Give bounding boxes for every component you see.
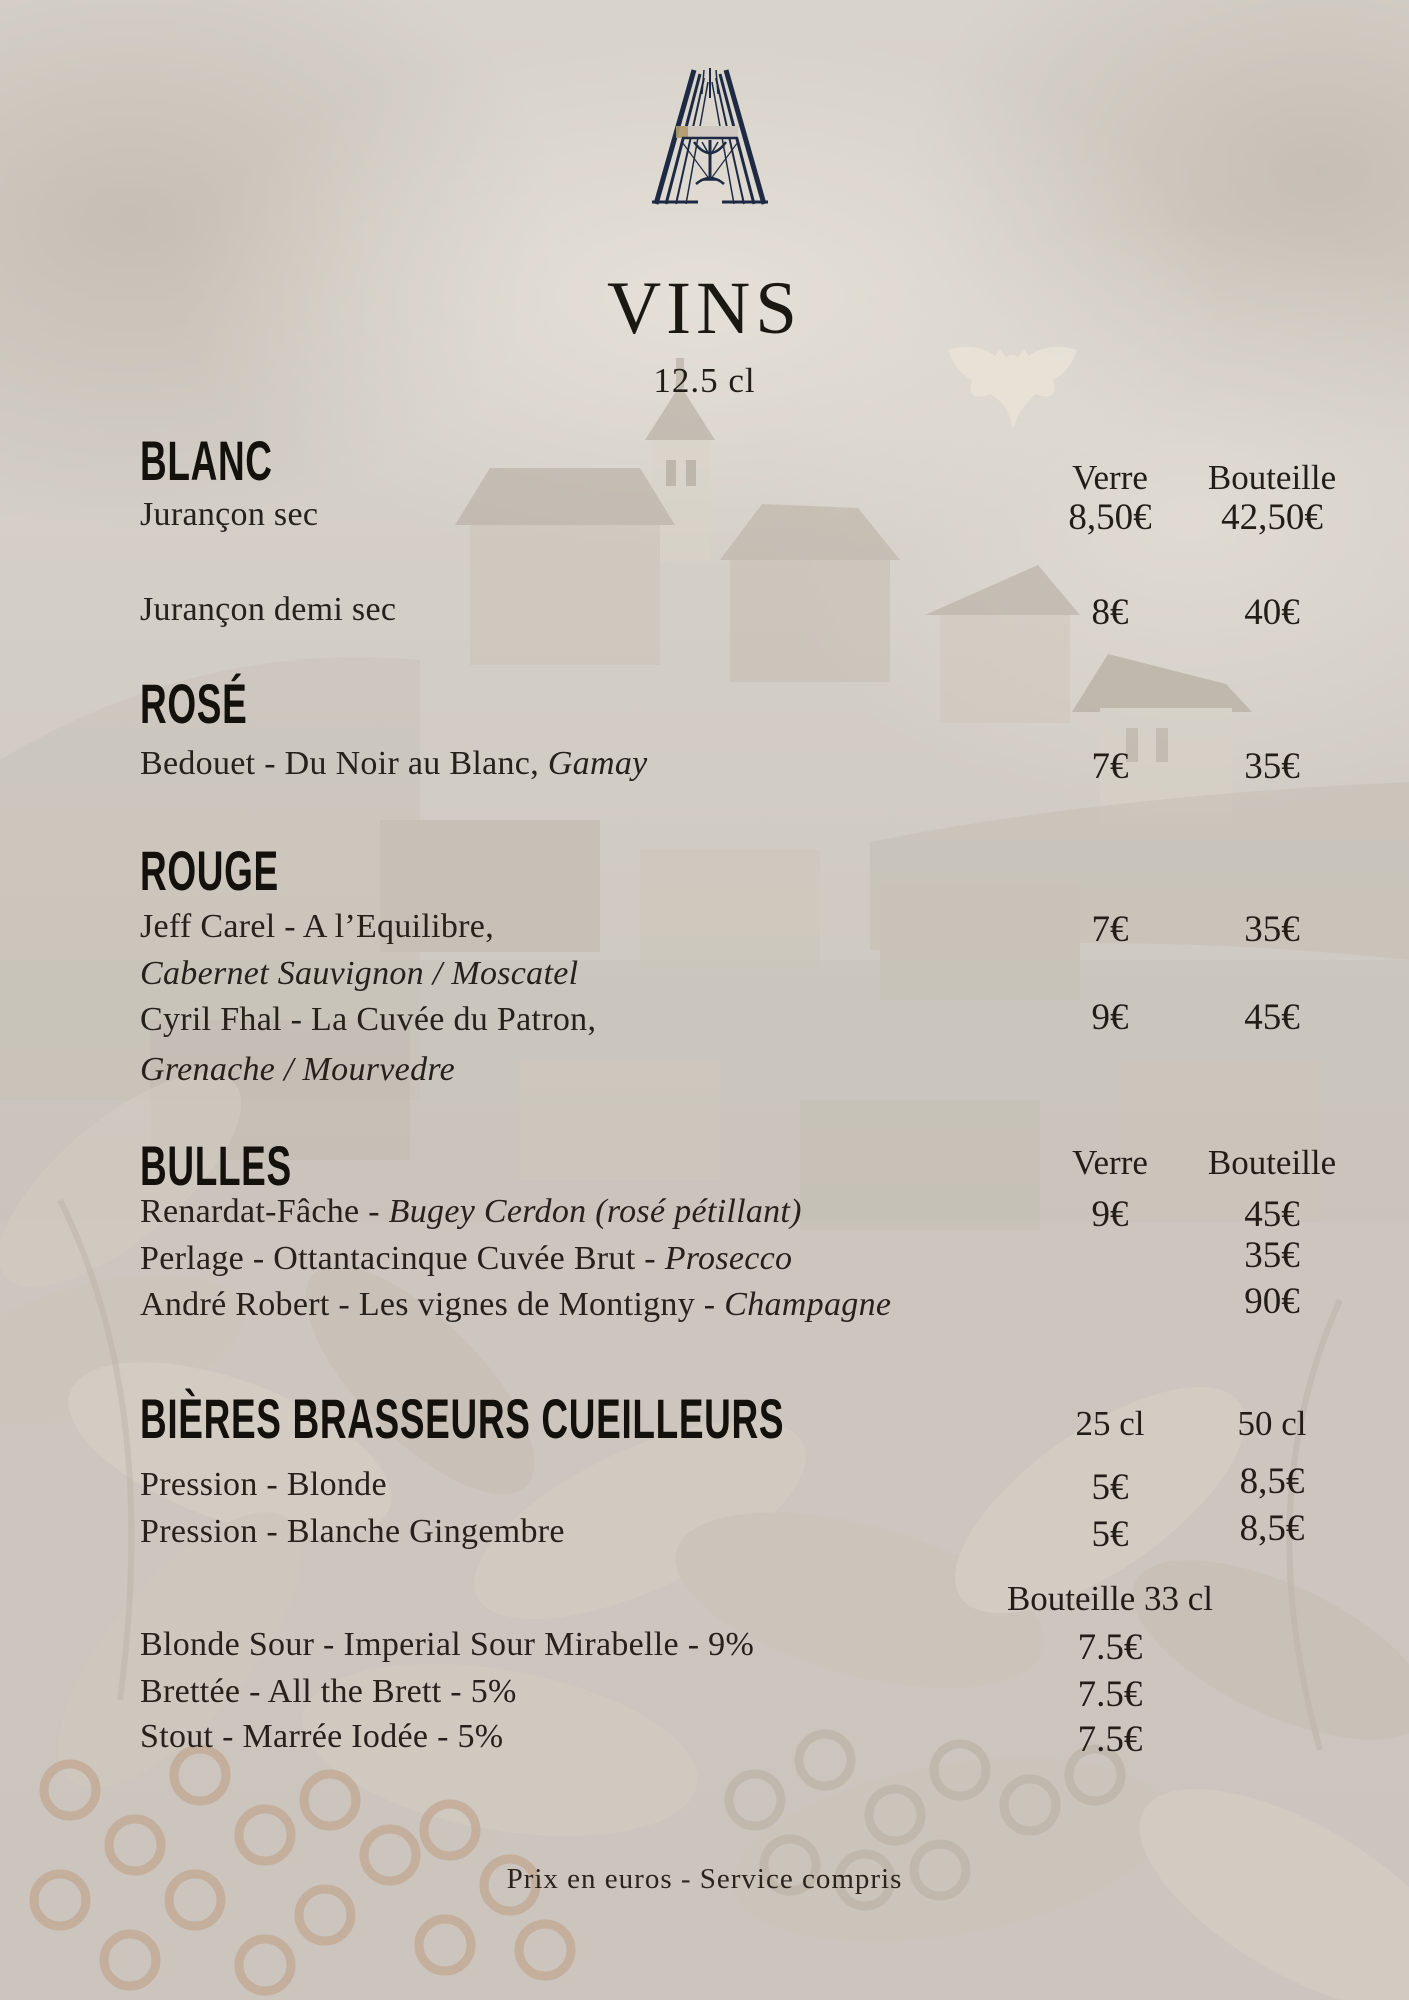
price-bouteille: 42,50€ (1221, 497, 1323, 538)
price-bottle: 7.5€ (1077, 1627, 1143, 1668)
price-bouteille: 45€ (1244, 1194, 1300, 1235)
price-bouteille: 35€ (1244, 746, 1300, 787)
item-name: Cyril Fhal - La Cuvée du Patron, (140, 1001, 597, 1038)
menu-item-row (0, 908, 1409, 954)
item-name: Blonde Sour - Imperial Sour Mirabelle - 9% (140, 1626, 755, 1663)
menu-item-row (0, 1281, 1409, 1332)
item-name: Stout - Marrée Iodée - 5% (140, 1718, 504, 1755)
price-verre: 9€ (1091, 1194, 1129, 1235)
grape-variety: Gamay (547, 745, 648, 782)
menu-item-row (0, 1626, 1409, 1672)
menu-item-row (0, 1718, 1409, 1764)
menu-item-subrow (0, 955, 1409, 1001)
item-name: Pression - Blonde (140, 1466, 387, 1503)
item-name: Pression - Blanche Gingembre (140, 1513, 565, 1550)
price-bouteille: 90€ (1244, 1281, 1300, 1322)
item-name: Jurançon sec (140, 496, 319, 533)
column-header-verre: Verre (1072, 1143, 1148, 1182)
item-name: Brettée - All the Brett - 5% (140, 1673, 517, 1710)
menu-item-row (0, 997, 1409, 1047)
column-header-row (0, 1579, 1409, 1625)
wine-style: Bugey Cerdon (rosé pétillant) (388, 1193, 802, 1230)
column-header-row (0, 1404, 1409, 1450)
price-bouteille: 35€ (1244, 1235, 1300, 1276)
column-header-50cl: 50 cl (1237, 1404, 1307, 1443)
section-heading-bulles: BULLES (140, 1134, 292, 1197)
price-25cl: 5€ (1091, 1514, 1129, 1555)
column-header-bouteille: Bouteille (1207, 1143, 1337, 1182)
menu-item-row (0, 1461, 1409, 1512)
item-name: Renardat-Fâche - Bugey Cerdon (rosé pétillant) (140, 1193, 802, 1230)
item-name: André Robert - Les vignes de Montigny - Champagne (140, 1286, 892, 1323)
section-heading-bieres: BIÈRES BRASSEURS CUEILLEURS (140, 1387, 785, 1450)
price-verre: 8€ (1091, 592, 1129, 633)
price-bottle: 7.5€ (1077, 1674, 1143, 1715)
price-50cl: 8,5€ (1239, 1461, 1305, 1502)
wine-style: Prosecco (664, 1240, 793, 1277)
menu-item-row (0, 1673, 1409, 1719)
price-bouteille: 35€ (1244, 909, 1300, 950)
item-name: Jeff Carel - A l’Equilibre, (140, 908, 494, 945)
item-name: Jurançon demi sec (140, 591, 397, 628)
menu-item-row (0, 745, 1409, 791)
price-bouteille: 45€ (1244, 997, 1300, 1038)
item-name: Bedouet - Du Noir au Blanc, Gamay (140, 745, 648, 782)
price-verre: 8,50€ (1068, 497, 1152, 538)
page-subtitle: 12.5 cl (653, 361, 756, 400)
column-header-bottle-33cl: Bouteille 33 cl (1006, 1579, 1214, 1618)
menu-item-row (0, 1193, 1409, 1239)
price-bouteille: 40€ (1244, 592, 1300, 633)
menu-item-row (0, 496, 1409, 542)
price-25cl: 5€ (1091, 1467, 1129, 1508)
price-50cl: 8,5€ (1239, 1508, 1305, 1549)
column-header-row (0, 1143, 1409, 1189)
menu-item-subrow (0, 1051, 1409, 1097)
logo-monogram-icon (652, 68, 768, 206)
price-verre: 7€ (1091, 909, 1129, 950)
section-heading-rouge: ROUGE (140, 839, 279, 902)
item-name: Perlage - Ottantacinque Cuvée Brut - Prosecco (140, 1240, 793, 1277)
section-heading-rose: ROSÉ (140, 672, 248, 735)
price-bottle: 7.5€ (1077, 1719, 1143, 1760)
column-header-verre: Verre (1072, 458, 1148, 497)
menu-item-row (0, 591, 1409, 637)
page-title: VINS (606, 267, 802, 350)
grape-variety: Grenache / Mourvedre (140, 1051, 456, 1088)
menu-item-row (0, 1508, 1409, 1559)
price-verre: 7€ (1091, 746, 1129, 787)
footer-note: Prix en euros - Service compris (506, 1863, 903, 1895)
column-header-bouteille: Bouteille (1207, 458, 1337, 497)
wine-style: Champagne (724, 1286, 892, 1323)
grape-variety: Cabernet Sauvignon / Moscatel (140, 955, 579, 992)
column-header-25cl: 25 cl (1075, 1404, 1145, 1443)
section-heading-blanc: BLANC (140, 429, 273, 492)
price-verre: 9€ (1091, 997, 1129, 1038)
